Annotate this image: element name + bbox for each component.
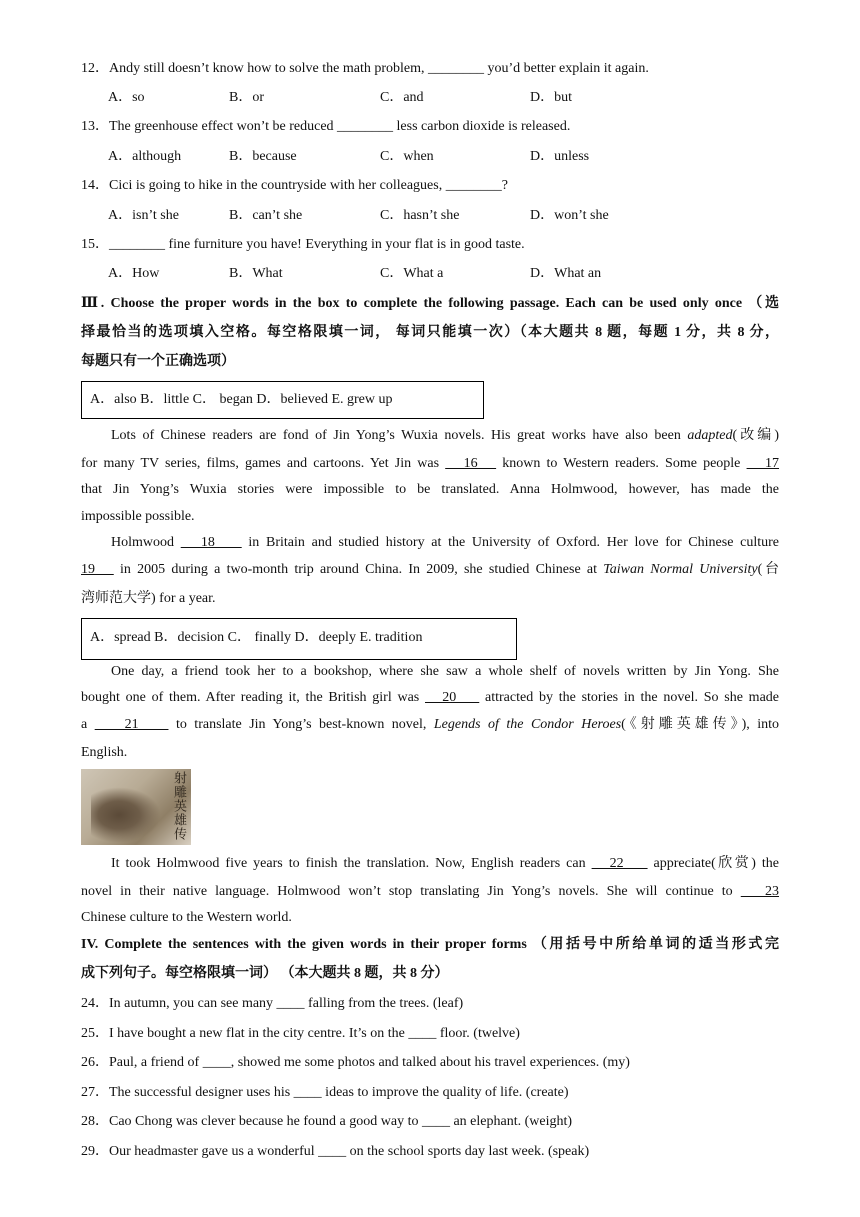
q14-option-a: A．isn’t she: [108, 208, 179, 223]
section4-heading-line1: IV. Complete the sentences with the given words in their proper forms （用括号中所给单词的适当形式完: [81, 937, 779, 952]
rider-figure: [91, 787, 161, 843]
section3-heading-line2: 择最恰当的选项填入空格。每空格限填一词， 每词只能填一次）（本大题共 8 题，每题 1 分，共 8 分，: [81, 325, 779, 340]
condor-heroes-illustration: [81, 769, 191, 845]
blank-18[interactable]: 18: [180, 535, 242, 550]
word-box-2: A．spread B．decision C． finally D．deeply E. tradition: [81, 618, 517, 660]
passage-p3-line4: English.: [81, 745, 128, 760]
question-24: 24．In autumn, you can see many ____ falling from the trees. (leaf): [81, 996, 464, 1011]
passage-p4-line1: It took Holmwood five years to finish the translation. Now, English readers can 22 appreciate(欣赏) the: [111, 856, 779, 871]
blank-20[interactable]: 20: [425, 690, 480, 705]
question-12-stem: 12．Andy still doesn’t know how to solve the math problem, ________ you’d better explain it again.: [81, 61, 649, 76]
passage-p4-line2: novel in their native language. Holmwood won’t stop translating Jin Yong’s novels. She will continue to 23: [81, 884, 779, 899]
question-27: 27．The successful designer uses his ____ ideas to improve the quality of life. (create): [81, 1085, 569, 1100]
section4-heading-line2: 成下列句子。每空格限填一词） （本大题共 8 题，共 8 分）: [81, 966, 449, 981]
passage-p2-line2: 19 in 2005 during a two-month trip around China. In 2009, she studied Chinese at Taiwan Normal University(台: [81, 562, 780, 577]
passage-p4-line3: Chinese culture to the Western world.: [81, 910, 292, 925]
passage-p1-line2: for many TV series, films, games and cartoons. Yet Jin was 16 known to Western readers. Some people 17: [81, 456, 780, 471]
passage-p1-line3: that Jin Yong’s Wuxia stories were impossible to be translated. Anna Holmwood, however, has made the: [81, 482, 779, 497]
illustration-calligraphy: 射雕英雄传: [172, 771, 187, 841]
passage-p2-line3: 湾师范大学) for a year.: [81, 591, 216, 606]
section3-heading-line1: Ⅲ. Choose the proper words in the box to complete the following passage. Each can be used only once （选: [81, 296, 779, 311]
q15-option-a: A．How: [108, 266, 160, 281]
q13-option-a: A．although: [108, 149, 182, 164]
word-box-1: A．also B．little C． began D．believed E. grew up: [81, 381, 484, 419]
question-29: 29．Our headmaster gave us a wonderful ____ on the school sports day last week. (speak): [81, 1144, 590, 1159]
question-13-stem: 13．The greenhouse effect won’t be reduced ________ less carbon dioxide is released.: [81, 119, 571, 134]
question-28: 28．Cao Chong was clever because he found a good way to ____ an elephant. (weight): [81, 1114, 573, 1129]
passage-p3-line1: One day, a friend took her to a bookshop, where she saw a whole shelf of novels written by Jin Yong. She: [111, 664, 779, 679]
q14-option-d: D．won’t she: [530, 208, 609, 223]
section3-heading-line3: 每题只有一个正确选项）: [81, 354, 235, 369]
passage-p2-line1: Holmwood 18 in Britain and studied history at the University of Oxford. Her love for Chinese culture: [111, 535, 779, 550]
q13-option-b: B．because: [229, 149, 297, 164]
blank-17[interactable]: 17: [746, 456, 780, 471]
passage-p1-line4: impossible possible.: [81, 509, 195, 524]
question-26: 26．Paul, a friend of ____, showed me some photos and talked about his travel experiences. (my): [81, 1055, 630, 1070]
blank-19[interactable]: 19: [81, 562, 114, 577]
q12-option-b: B．or: [229, 90, 264, 105]
blank-22[interactable]: 22: [591, 856, 648, 871]
passage-p3-line3: a 21 to translate Jin Yong’s best-known novel, Legends of the Condor Heroes(《射雕英雄传》), into: [81, 717, 779, 732]
q13-option-c: C．when: [380, 149, 434, 164]
blank-21[interactable]: 21: [94, 717, 169, 732]
blank-23[interactable]: 23: [740, 884, 779, 899]
question-25: 25．I have bought a new flat in the city centre. It’s on the ____ floor. (twelve): [81, 1026, 520, 1041]
q15-option-b: B．What: [229, 266, 283, 281]
question-14-stem: 14．Cici is going to hike in the countryside with her colleagues, ________?: [81, 178, 508, 193]
q13-option-d: D．unless: [530, 149, 590, 164]
q15-option-c: C．What a: [380, 266, 444, 281]
q12-option-a: A．so: [108, 90, 145, 105]
blank-16[interactable]: 16: [445, 456, 497, 471]
q15-option-d: D．What an: [530, 266, 602, 281]
passage-p3-line2: bought one of them. After reading it, the British girl was 20 attracted by the stories in the novel. So she made: [81, 690, 779, 705]
q14-option-c: C．hasn’t she: [380, 208, 460, 223]
q12-option-d: D．but: [530, 90, 572, 105]
q12-option-c: C．and: [380, 90, 424, 105]
question-15-stem: 15．________ fine furniture you have! Everything in your flat is in good taste.: [81, 237, 525, 252]
passage-p1-line1: Lots of Chinese readers are fond of Jin Yong’s Wuxia novels. His great works have also been adapted(改编): [111, 428, 779, 443]
q14-option-b: B．can’t she: [229, 208, 303, 223]
